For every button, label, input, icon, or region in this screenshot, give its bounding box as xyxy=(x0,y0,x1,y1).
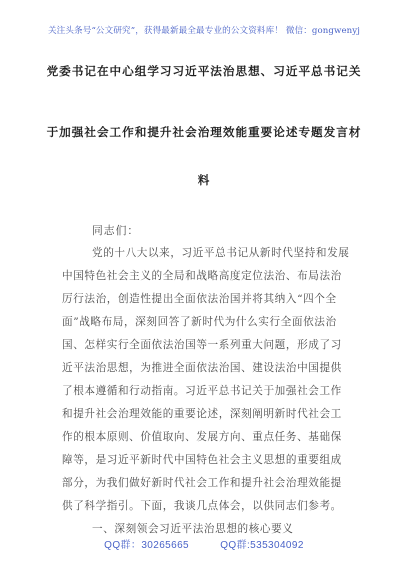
body-line: 国、怎样实行全面依法治国等一系列重大问题，形成了习 xyxy=(62,339,342,351)
body-line: 供了科学指引。下面，我谈几点体会，以供同志们参考。 xyxy=(62,500,342,512)
section-heading-1: 一、深刻领会习近平法治思想的核心要义 xyxy=(92,523,294,535)
salutation: 同志们： xyxy=(92,224,140,237)
body-line: 党的十八大以来，习近平总书记从新时代坚持和发展 xyxy=(92,247,350,259)
footer-qq-group-2: QQ群:535304092 xyxy=(220,540,304,551)
document-title-line-3: 料 xyxy=(197,173,211,187)
body-line: 部分，为我们做好新时代社会工作和提升社会治理效能提 xyxy=(62,477,342,489)
body-line: 厉行法治，创造性提出全面依法治国并将其纳入“四个全 xyxy=(62,293,337,305)
document-title-line-1: 党委书记在中心组学习习近平法治思想、习近平总书记关 xyxy=(46,64,362,78)
body-line: 障等，是习近平新时代中国特色社会主义思想的重要组成 xyxy=(62,454,342,466)
header-promo-note: 关注头条号“公文研究”，获得最新最全最专业的公文资料库！ 微信：gongwenyj xyxy=(47,26,361,36)
body-line: 中国特色社会主义的全局和战略高度定位法治、布局法治 xyxy=(62,270,342,282)
body-line: 和提升社会治理效能的重要论述，深刻阐明新时代社会工 xyxy=(62,408,342,420)
body-line: 作的根本原则、价值取向、发展方向、重点任务、基础保 xyxy=(62,431,342,443)
body-line: 近平法治思想，为推进全面依法治国、建设法治中国提供 xyxy=(62,362,342,374)
body-line: 了根本遵循和行动指南。习近平总书记关于加强社会工作 xyxy=(62,385,342,397)
document-title-line-2: 于加强社会工作和提升社会治理效能重要论述专题发言材 xyxy=(46,125,362,139)
body-line: 面”战略布局，深刻回答了新时代为什么实行全面依法治 xyxy=(62,316,337,328)
footer-contact xyxy=(0,536,408,551)
footer-qq-group-1: QQ群：30265665 xyxy=(104,540,190,551)
